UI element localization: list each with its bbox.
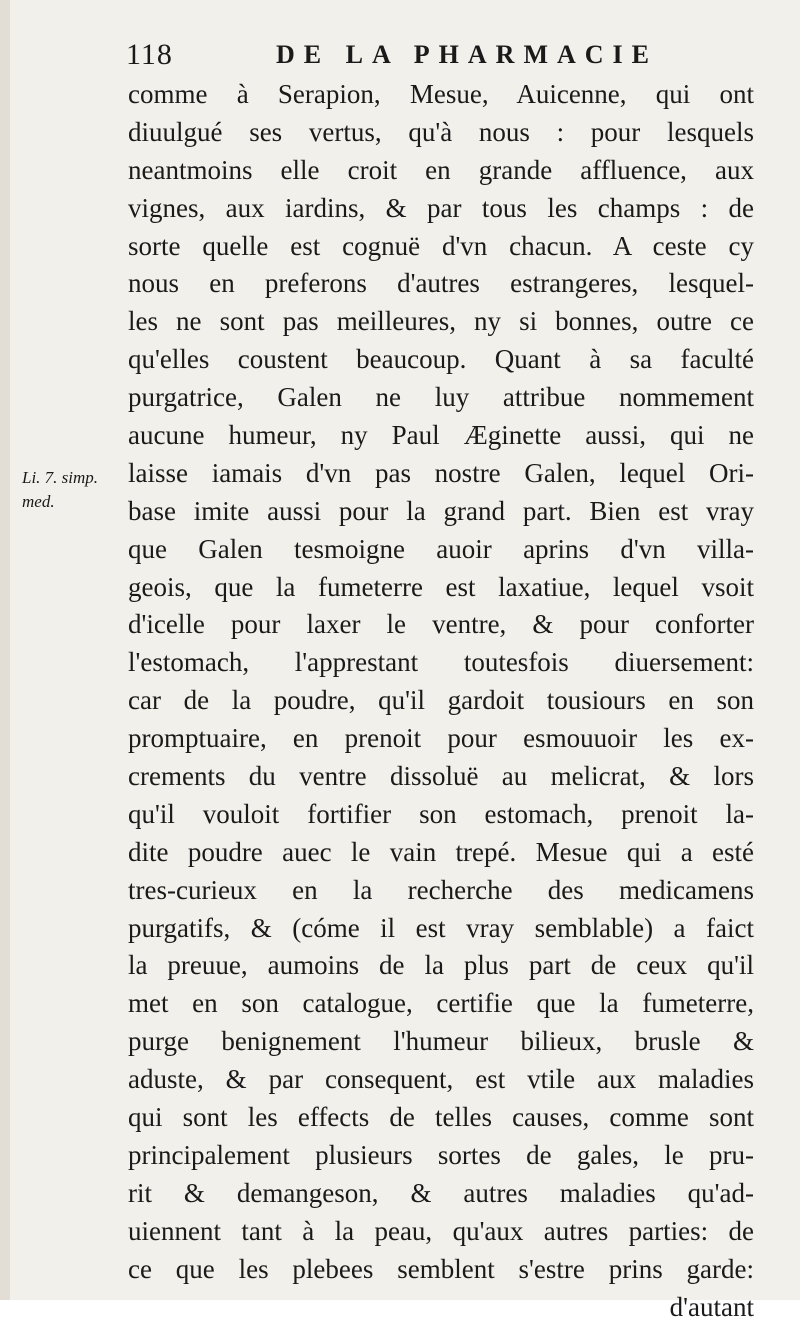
text-line: vignes, aux iardins, & par tous les champs : de bbox=[128, 190, 754, 228]
text-line: dite poudre auec le vain trepé. Mesue qui a esté bbox=[128, 834, 754, 872]
page-gutter bbox=[0, 0, 10, 1300]
text-line: purgatifs, & (cóme il est vray semblable) a faict bbox=[128, 910, 754, 948]
text-line: aduste, & par consequent, est vtile aux maladies bbox=[128, 1061, 754, 1099]
text-line: uiennent tant à la peau, qu'aux autres parties: de bbox=[128, 1213, 754, 1251]
text-line: geois, que la fumeterre est laxatiue, lequel vsoit bbox=[128, 569, 754, 607]
text-line: base imite aussi pour la grand part. Bien est vray bbox=[128, 493, 754, 531]
running-title: DE LA PHARMACIE bbox=[276, 40, 658, 70]
text-line: comme à Serapion, Mesue, Auicenne, qui ont bbox=[128, 76, 754, 114]
text-line: d'icelle pour laxer le ventre, & pour conforter bbox=[128, 606, 754, 644]
text-line: que Galen tesmoigne auoir aprins d'vn villa- bbox=[128, 531, 754, 569]
marginal-note-line: Li. 7. simp. bbox=[22, 466, 122, 490]
text-line: la preuue, aumoins de la plus part de ceux qu'il bbox=[128, 947, 754, 985]
text-line: ce que les plebees semblent s'estre prins garde: bbox=[128, 1251, 754, 1289]
text-line: d'autant bbox=[128, 1289, 754, 1326]
text-line: purgatrice, Galen ne luy attribue nommement bbox=[128, 379, 754, 417]
text-line: qu'elles coustent beaucoup. Quant à sa faculté bbox=[128, 341, 754, 379]
text-line: crements du ventre dissoluë au melicrat, & lors bbox=[128, 758, 754, 796]
text-line: principalement plusieurs sortes de gales, le pru- bbox=[128, 1137, 754, 1175]
text-line: purge benignement l'humeur bilieux, brusle & bbox=[128, 1023, 754, 1061]
text-line: l'estomach, l'apprestant toutesfois diuersement: bbox=[128, 644, 754, 682]
text-line: neantmoins elle croit en grande affluence, aux bbox=[128, 152, 754, 190]
text-line: qui sont les effects de telles causes, comme sont bbox=[128, 1099, 754, 1137]
text-line: sorte quelle est cognuë d'vn chacun. A ceste cy bbox=[128, 228, 754, 266]
text-line: promptuaire, en prenoit pour esmouuoir les ex- bbox=[128, 720, 754, 758]
text-line: les ne sont pas meilleures, ny si bonnes, outre ce bbox=[128, 303, 754, 341]
text-line: aucune humeur, ny Paul Æginette aussi, qui ne bbox=[128, 417, 754, 455]
text-line: qu'il vouloit fortifier son estomach, prenoit la- bbox=[128, 796, 754, 834]
text-line: nous en preferons d'autres estrangeres, lesquel- bbox=[128, 265, 754, 303]
page-number: 118 bbox=[126, 38, 173, 72]
body-text bbox=[128, 76, 754, 1326]
marginal-note-line: med. bbox=[22, 490, 122, 514]
marginal-note bbox=[22, 466, 122, 514]
text-line: rit & demangeson, & autres maladies qu'ad- bbox=[128, 1175, 754, 1213]
text-line: diuulgué ses vertus, qu'à nous : pour lesquels bbox=[128, 114, 754, 152]
text-line: car de la poudre, qu'il gardoit tousiours en son bbox=[128, 682, 754, 720]
text-line: laisse iamais d'vn pas nostre Galen, lequel Ori- bbox=[128, 455, 754, 493]
text-line: tres-curieux en la recherche des medicamens bbox=[128, 872, 754, 910]
text-line: met en son catalogue, certifie que la fumeterre, bbox=[128, 985, 754, 1023]
